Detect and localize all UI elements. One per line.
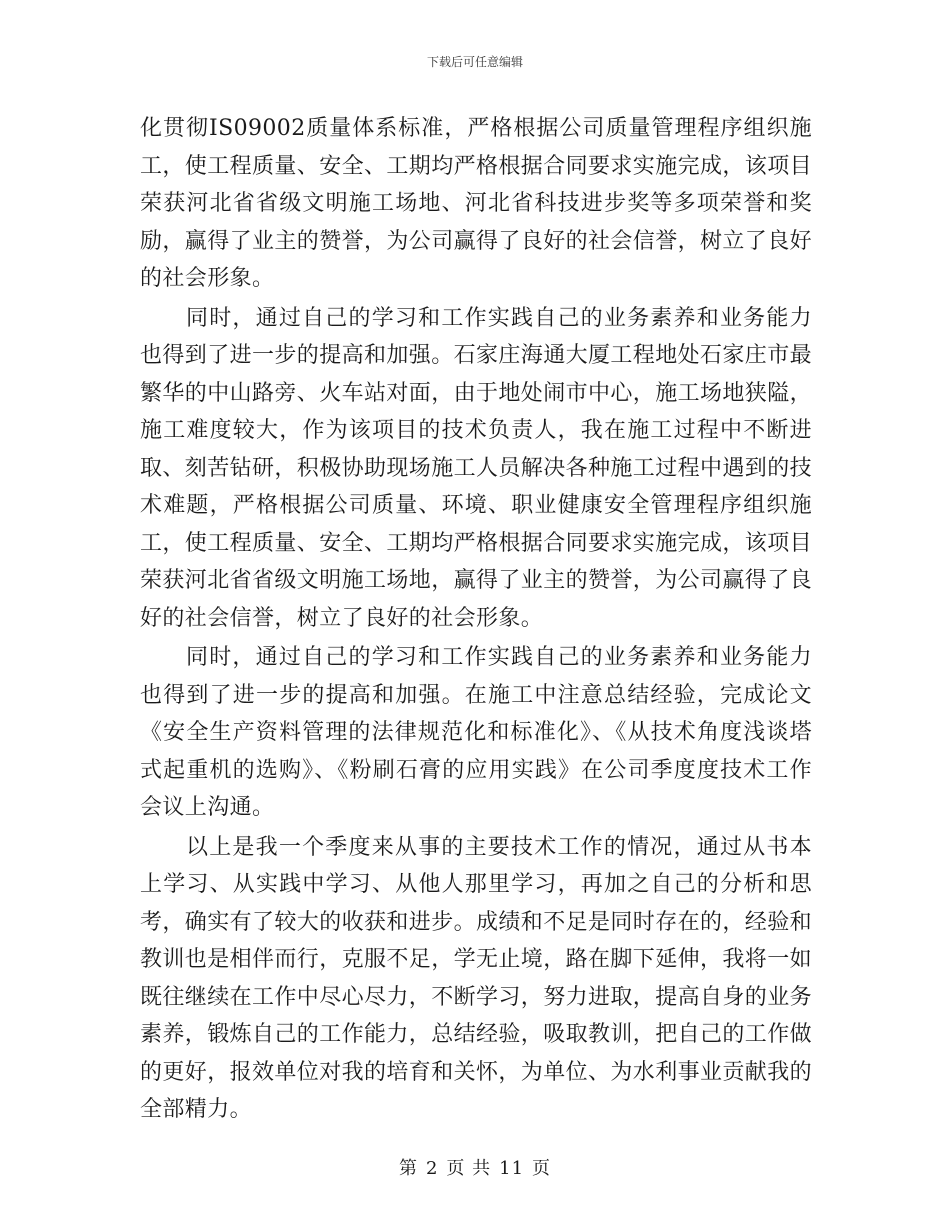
paragraph-skills-improvement: 同时，通过自己的学习和工作实践自己的业务素养和业务能力也得到了进一步的提高和加强。石家庄海通大厦工程地处石家庄市最繁华的中山路旁、火车站对面，由于地处闹市中心，施工场地狭隘，施工难度较大，作为该项目的技术负责人，我在施工过程中不断进取、刻苦钻研，积极协助现场施工人员解决各种施工过程中遇到的技术难题，严格根据公司质量、环境、职业健康安全管理程序组织施工，使工程质量、安全、工期均严格根据合同要求实施完成，该项目荣获河北省省级文明施工场地，赢得了业主的赞誉，为公司赢得了良好的社会信誉，树立了良好的社会形象。: [140, 305, 813, 631]
paragraph-papers: 同时，通过自己的学习和工作实践自己的业务素养和业务能力也得到了进一步的提高和加强。在施工中注意总结经验，完成论文《安全生产资料管理的法律规范化和标准化》、《从技术角度浅谈塔式起重机的选购》、《粉刷石膏的应用实践》在公司季度度技术工作会议上沟通。: [140, 645, 812, 820]
footer-suffix: 页: [532, 1158, 552, 1179]
page-header: 下载后可任意编辑: [426, 55, 523, 69]
paragraph-summary: 以上是我一个季度来从事的主要技术工作的情况，通过从书本上学习、从实践中学习、从他人那里学习，再加之自己的分析和思考，确实有了较大的收获和进步。成绩和不足是同时存在的，经验和教训也是相伴而行，克服不足，学无止境，路在脚下延伸，我将一如既往继续在工作中尽心尽力，不断学习，努力进取，提高自身的业务素养，锻炼自己的工作能力，总结经验，吸取教训，把自己的工作做的更好，报效单位对我的培育和关怀，为单位、为水利事业贡献我的全部精力。: [140, 834, 813, 1122]
paragraph-continuation: 化贯彻IS09002质量体系标准，严格根据公司质量管理程序组织施工，使工程质量、安全、工期均严格根据合同要求实施完成，该项目荣获河北省省级文明施工场地、河北省科技进步奖等多项荣誉和奖励，赢得了业主的赞誉，为公司赢得了良好的社会信誉，树立了良好的社会形象。: [140, 116, 813, 291]
footer-total-pages: 11: [499, 1158, 525, 1179]
document-body: [140, 110, 812, 1131]
footer-middle: 页 共: [446, 1158, 492, 1179]
footer-current-page: 2: [425, 1158, 439, 1179]
page-footer: [0, 1154, 950, 1180]
footer-prefix: 第: [398, 1158, 418, 1179]
